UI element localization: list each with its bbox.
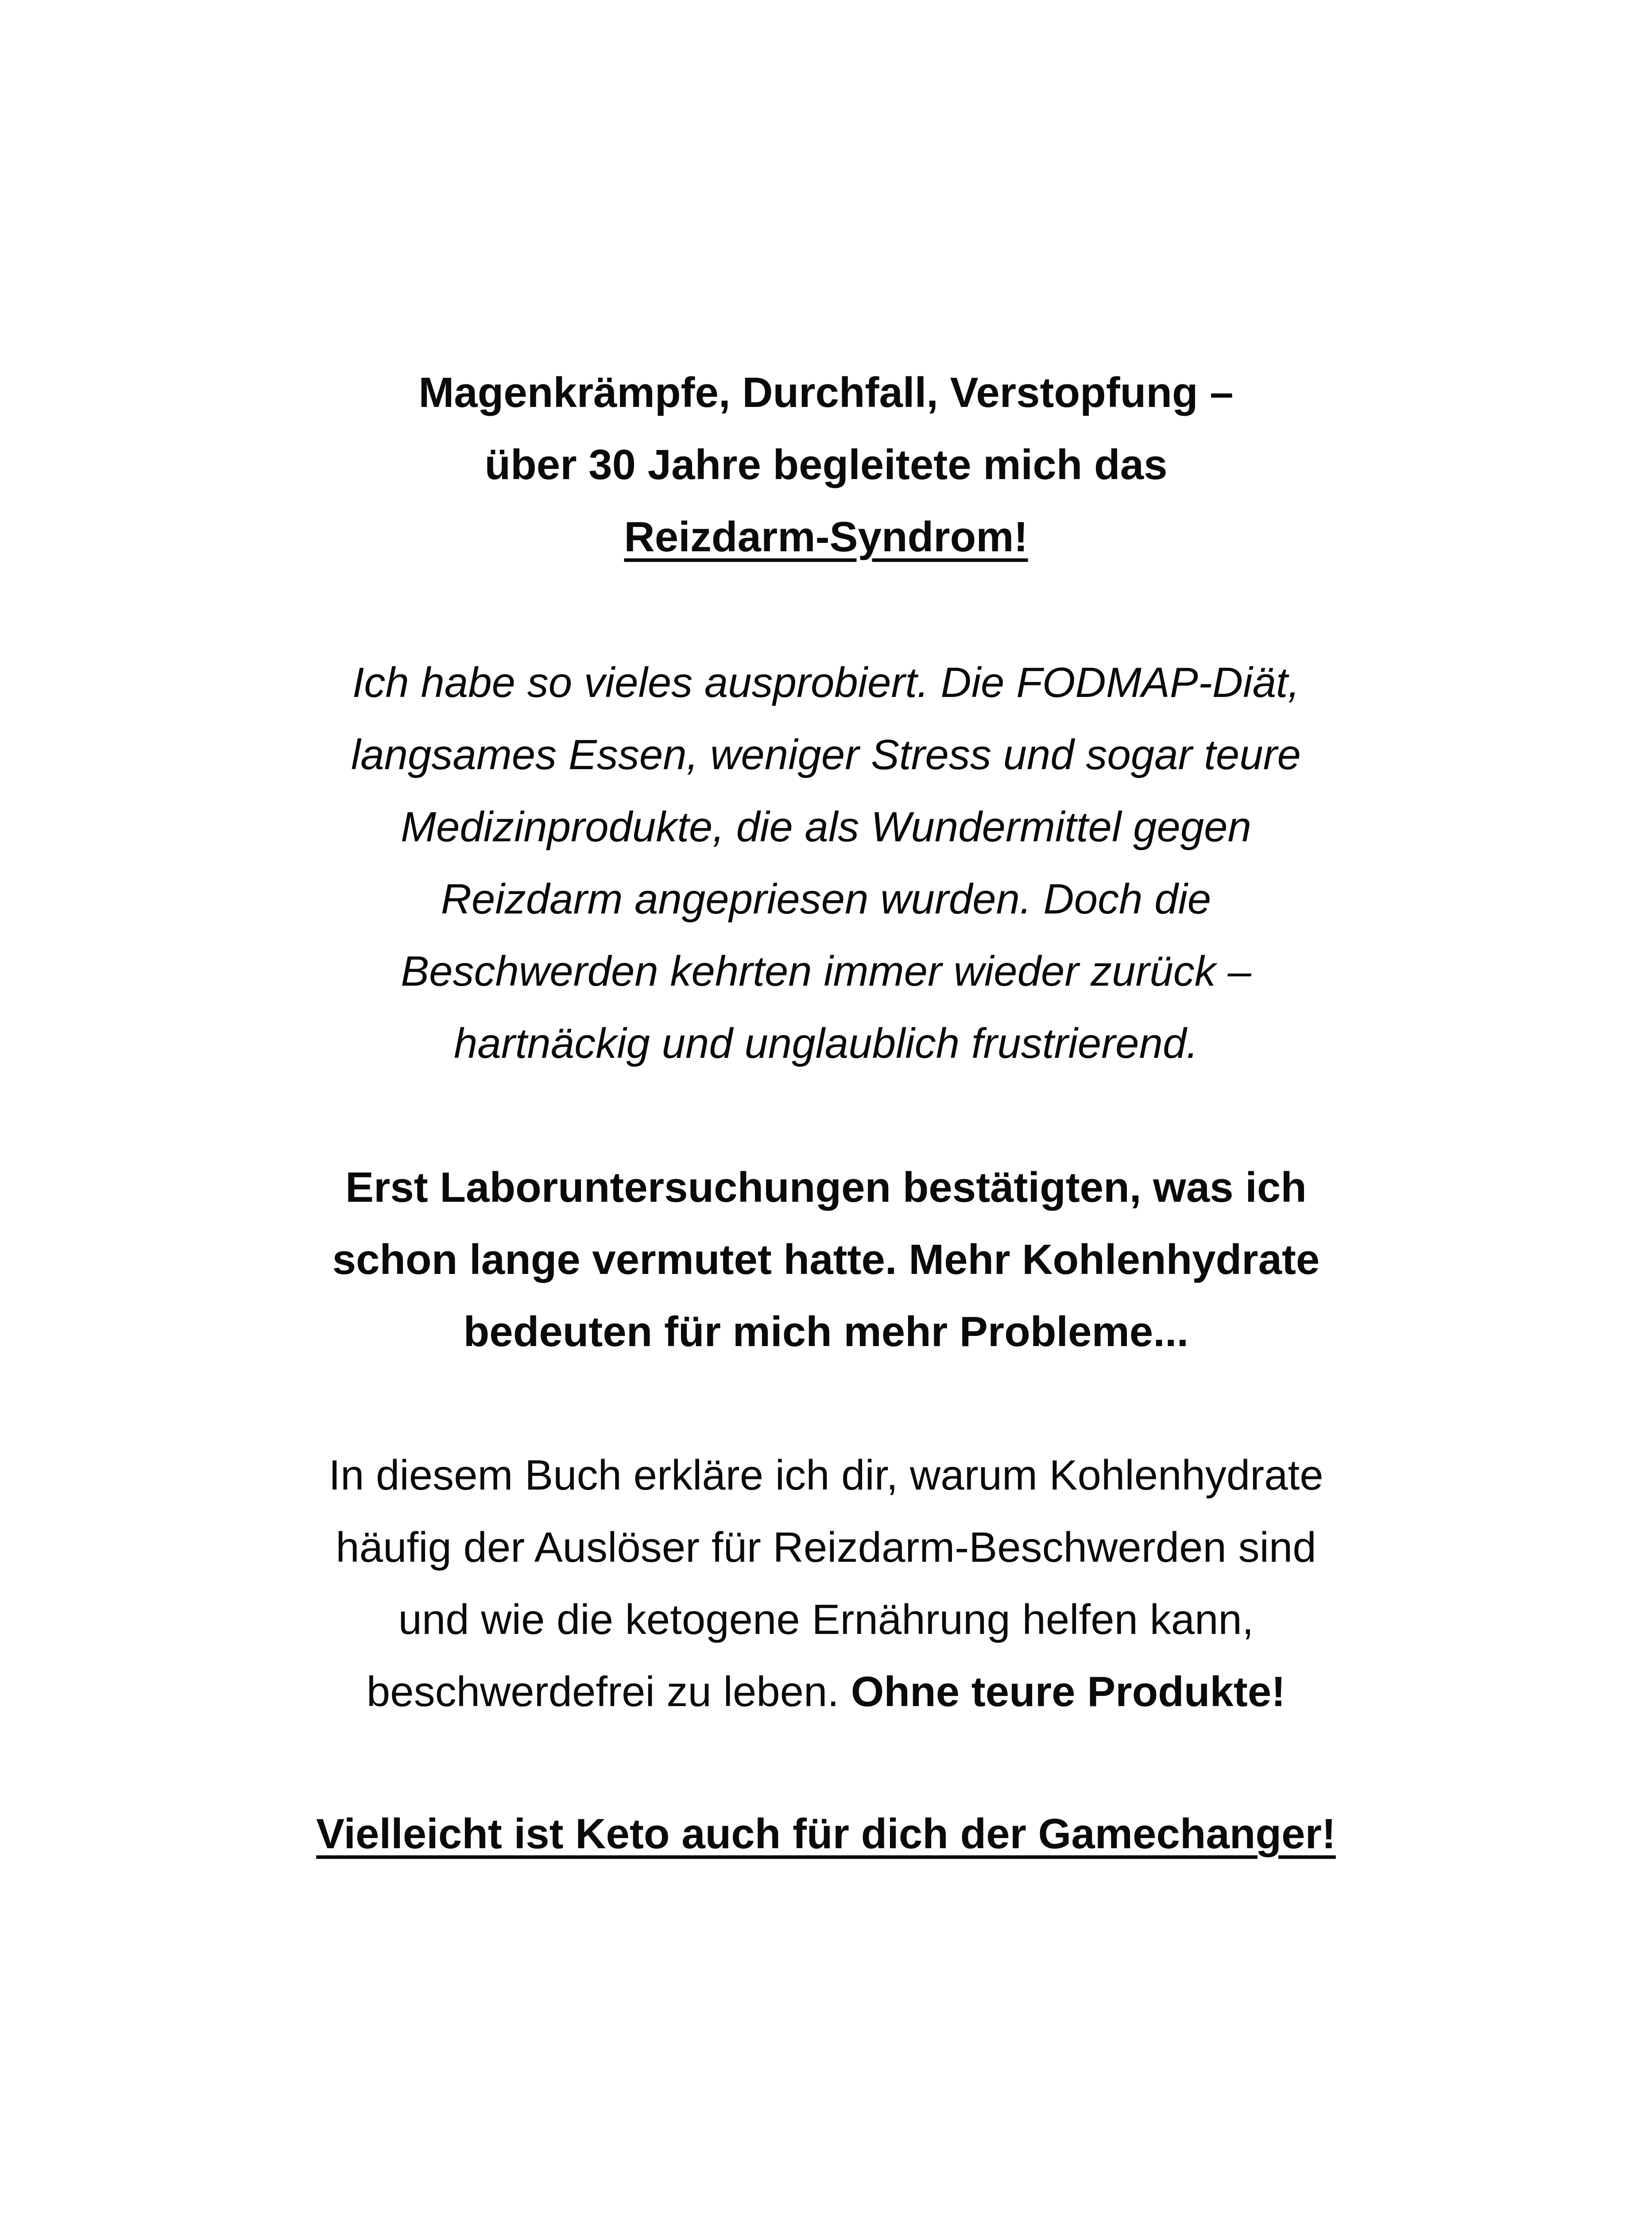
cta-text-underlined: Vielleicht ist Keto auch für dich der Gamechanger! [316, 1810, 1336, 1858]
book-last-line-regular: beschwerdefrei zu leben. [366, 1668, 840, 1715]
story-line: Reizdarm angepriesen wurden. Doch die [441, 875, 1211, 923]
book-line: häufig der Auslöser für Reizdarm-Beschwerden sind [336, 1524, 1316, 1571]
story-line: hartnäckig und unglaublich frustrierend. [453, 1020, 1199, 1067]
story-line: langsames Essen, weniger Stress und sogar teure [351, 731, 1301, 778]
cta-line [0, 1798, 1652, 1870]
book-line: und wie die ketogene Ernährung helfen kann, [398, 1596, 1254, 1643]
headline-line-1: Magenkrämpfe, Durchfall, Verstopfung – [418, 369, 1234, 416]
story-line: Medizinprodukte, die als Wundermittel gegen [400, 803, 1252, 851]
call-to-action [0, 1798, 1652, 1870]
lab-results-paragraph [0, 1151, 1652, 1368]
story-line: Beschwerden kehrten immer wieder zurück – [401, 948, 1251, 995]
lab-line: schon lange vermutet hatte. Mehr Kohlenhydrate [332, 1236, 1320, 1283]
story-paragraph [0, 646, 1652, 1080]
book-line: In diesem Buch erkläre ich dir, warum Kohlenhydrate [329, 1451, 1323, 1499]
headline-line-2: über 30 Jahre begleitete mich das [484, 441, 1168, 488]
book-description-paragraph [0, 1439, 1652, 1728]
book-last-line-bold: Ohne teure Produkte! [851, 1668, 1286, 1715]
book-last-line [0, 1656, 1652, 1728]
lab-line: bedeuten für mich mehr Probleme... [463, 1308, 1189, 1355]
lab-line: Erst Laboruntersuchungen bestätigten, was ich [345, 1164, 1307, 1211]
headline-syndrome-underlined: Reizdarm-Syndrom! [624, 513, 1028, 561]
headline [0, 356, 1652, 573]
story-line: Ich habe so vieles ausprobiert. Die FODMAP-Diät, [352, 659, 1300, 706]
headline-line-3 [0, 501, 1652, 573]
